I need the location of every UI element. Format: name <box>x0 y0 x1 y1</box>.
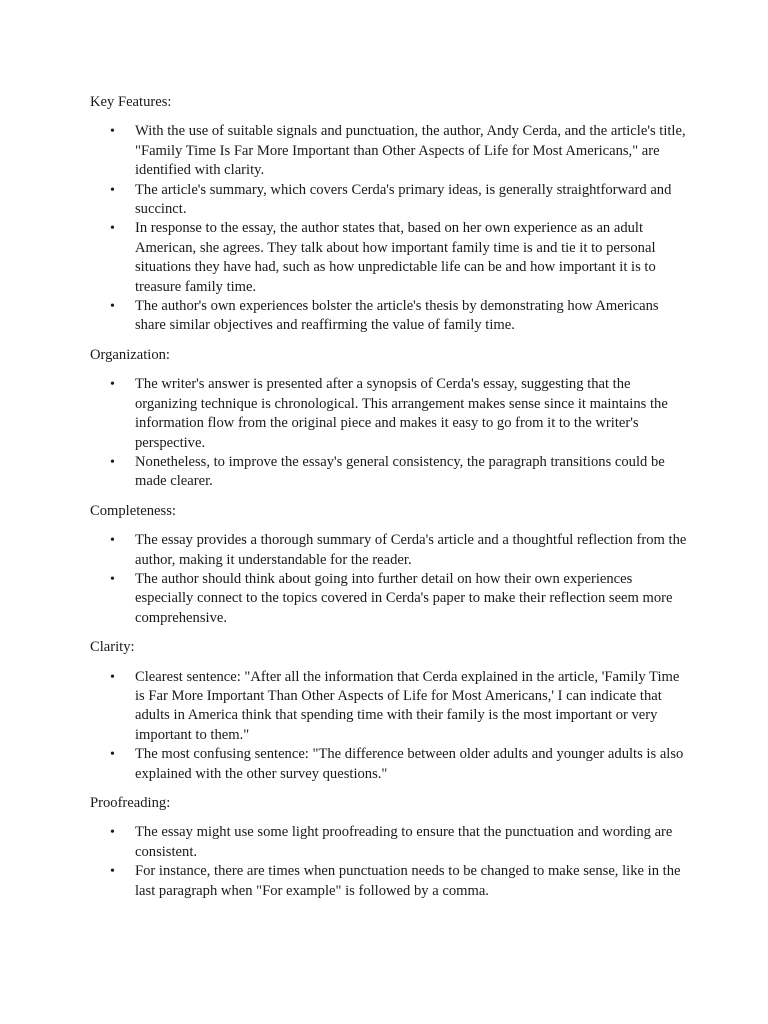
list-item-text: The author's own experiences bolster the article's thesis by demonstrating how Americans share similar objectives and reaffirming the value of family time. <box>135 298 659 334</box>
document-page <box>90 93 690 911</box>
organization-list <box>90 375 690 491</box>
list-item-text: The author should think about going into further detail on how their own experiences especially connect to the topics covered in Cerda's paper to make their reflection seem more comprehensive. <box>135 570 673 626</box>
list-item <box>90 745 690 784</box>
list-item <box>90 531 690 570</box>
list-item-text: For instance, there are times when punctuation needs to be changed to make sense, like in the last paragraph when "For example" is followed by a comma. <box>135 863 681 899</box>
bullet-icon: • <box>110 299 115 315</box>
list-item-text: The essay might use some light proofreading to ensure that the punctuation and wording are consistent. <box>135 824 673 860</box>
list-item-text: With the use of suitable signals and punctuation, the author, Andy Cerda, and the article's title, "Family Time Is Far More Important than Other Aspects of Life for Most Americans," are identified with clarity. <box>135 123 686 179</box>
list-item <box>90 823 690 862</box>
bullet-icon: • <box>110 124 115 140</box>
bullet-icon: • <box>110 864 115 880</box>
key-features-list <box>90 122 690 335</box>
clarity-list <box>90 668 690 784</box>
list-item-text: The essay provides a thorough summary of Cerda's article and a thoughtful reflection from the author, making it understandable for the reader. <box>135 532 687 568</box>
section-heading-organization: Organization: <box>90 346 170 363</box>
completeness-list <box>90 531 690 628</box>
bullet-icon: • <box>110 182 115 198</box>
proofreading-list <box>90 823 690 901</box>
section-heading-key-features: Key Features: <box>90 94 172 110</box>
bullet-icon: • <box>110 669 115 685</box>
list-item <box>90 453 690 492</box>
list-item <box>90 122 690 180</box>
section-heading-completeness: Completeness: <box>90 502 176 519</box>
bullet-icon: • <box>110 533 115 549</box>
list-item <box>90 668 690 746</box>
bullet-icon: • <box>110 454 115 470</box>
list-item-text: The writer's answer is presented after a synopsis of Cerda's essay, suggesting that the organizing technique is chronological. This arrangement makes sense since it maintains the information flow from the original piece and makes it easy to go from it to the writer's perspective. <box>135 376 668 451</box>
list-item <box>90 570 690 628</box>
list-item-text: The article's summary, which covers Cerda's primary ideas, is generally straightforward and succinct. <box>135 181 672 218</box>
bullet-icon: • <box>110 377 115 393</box>
section-heading-clarity: Clarity: <box>90 639 135 656</box>
bullet-icon: • <box>110 747 115 763</box>
section-heading-proofreading: Proofreading: <box>90 795 171 811</box>
list-item-text: The most confusing sentence: "The difference between older adults and younger adults is also explained with the other survey questions." <box>135 746 684 782</box>
list-item-text: Nonetheless, to improve the essay's general consistency, the paragraph transitions could be made clearer. <box>135 453 665 490</box>
list-item-text: In response to the essay, the author states that, based on her own experience as an adult American, she agrees. They talk about how important family time is and tie it to personal situations they have had, such as how unpredictable life can be and how important it is to treasure family time. <box>135 220 656 295</box>
bullet-icon: • <box>110 571 115 587</box>
bullet-icon: • <box>110 221 115 237</box>
bullet-icon: • <box>110 825 115 841</box>
list-item-text: Clearest sentence: "After all the information that Cerda explained in the article, 'Family Time is Far More Important Than Other Aspects of Life for Most Americans,' I can indicate that adults in America think that spending time with their family is the most important or very important to them." <box>135 668 680 743</box>
list-item <box>90 862 690 901</box>
list-item <box>90 375 690 453</box>
list-item <box>90 219 690 297</box>
list-item <box>90 297 690 336</box>
list-item <box>90 181 690 220</box>
